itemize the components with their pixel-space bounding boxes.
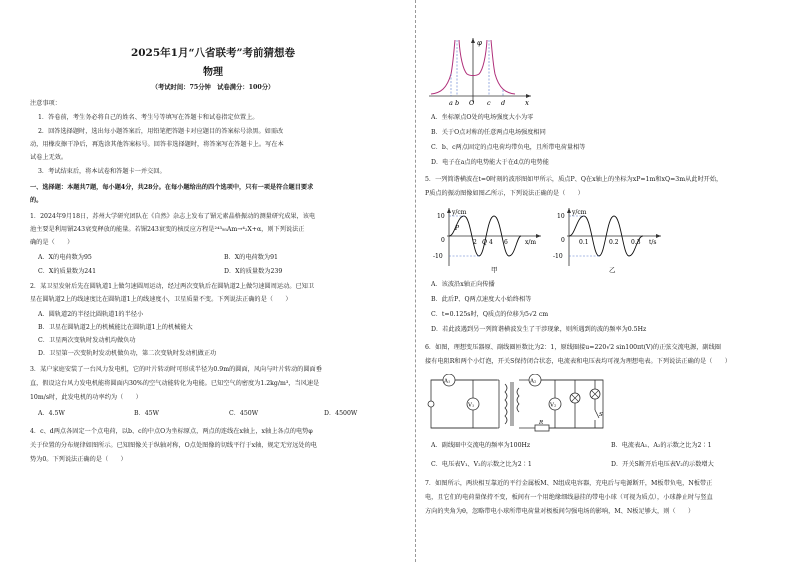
phi-axis-label: φ [477,39,482,47]
q2-option-c[interactable]: C．卫星两次变轨时发动机均做负功 [38,337,136,344]
q6-line: 6．如图，理想变压器原、副线圈匝数比为2：1，原线圈接u=220√2 sin100πt(V)的正弦交流电源，副线圈 [425,344,721,351]
q7-line: 电，且它们的电荷量保持不变，板间有一个用绝缘细线悬挂的带电小球（可视为质点），小球静止时与竖直 [425,494,713,501]
tick-c: c [487,99,491,107]
q5-option-d[interactable]: D．若此波遇到另一列简谐横波发生了干涉现象，则所遇到的波的频率为0.5Hz [431,326,647,333]
wave-a-tick-4: 4 [489,239,493,246]
tick-o: O [469,99,475,107]
q1-option-d[interactable]: D．X的质量数为239 [224,268,283,275]
section-intro: 的。 [30,197,43,204]
wave-a-tick-q: Q [482,239,487,246]
note-line: 动，用橡皮擦干净后，再选涂其他答案标号。回答非选择题时，将答案写在答题卡上。写在本 [30,141,284,148]
wave-a-x-label: x/m [525,239,537,246]
exam-title: 2025年1月“八省联考”考前猜想卷 [130,47,296,59]
ammeter-a2-label: A₂ [530,378,537,385]
wave-a-tick-2: 2 [473,239,477,246]
resistor-r-label: R [539,420,544,426]
wave-a-y-bottom: -10 [433,253,443,260]
exam-subject: 物理 [203,67,223,78]
q3-line: 3．某户家庭安装了一台风力发电机，它的叶片转动时可形成半径为0.9m的圆面，风向与叶片转动的圆面垂 [30,366,322,373]
q3-option-d[interactable]: D．4500W [324,410,358,417]
q6-option-a[interactable]: A．副线圈中交流电的频率为100Hz [431,442,531,449]
potential-figure [425,36,535,108]
tick-d: d [501,99,506,107]
q2-option-b[interactable]: B．卫星在圆轨道2上的机械能比在圆轨道1上的机械能大 [38,324,193,331]
q5-option-b[interactable]: B．此后P、Q两点速度大小始终相等 [431,296,532,303]
wave-a-y-label: y/cm [452,209,467,216]
q1-option-b[interactable]: B．X的电荷数为91 [224,254,278,261]
q4-option-c[interactable]: C．b、c两点固定的点电荷均带负电，且所带电荷量相等 [431,144,586,151]
wave-a-tick-6: 6 [504,239,508,246]
wave-figure-a [433,206,545,276]
q3-line: 直，假设这台风力发电机能将圆面内30%的空气动能转化为电能。已知空气的密度为1.2kg/m³，当风速是 [30,380,320,387]
wave-a-zero: 0 [441,237,445,244]
q1-line: 确的是（ ） [30,239,74,246]
wave-a-y-top: 10 [437,213,445,220]
q2-line: 星在圆轨道2上的线速度比在圆轨道1上的线速度小，卫星质量不变。下列说法正确的是（ ） [30,296,292,303]
tick-a: a [449,99,453,107]
ammeter-a1-label: A₁ [444,378,451,385]
q4-option-b[interactable]: B．关于O点对称的任意两点电场强度相同 [431,129,546,136]
q5-line: 5．一列简谐横波在t=0时刻的波形图如甲所示，质点P、Q在x轴上的坐标为xP=1m和xQ=3m从此时开始， [425,176,723,183]
q1-option-c[interactable]: C．X的质量数为241 [38,268,97,275]
note-line: 2．回答选择题时，选出每小题答案后，用铅笔把答题卡对应题目的答案标号涂黑。如需改 [38,128,284,135]
q7-line: 7．如图所示，两块相互靠近的平行金属板M、N组成电容器，充电后与电源断开，M板带负电，N板带正 [425,480,713,487]
q3-line: 10m/s时，此发电机的功率约为（ ） [30,394,142,401]
q4-option-a[interactable]: A．坐标原点O处的电场强度大小为零 [431,114,534,121]
tick-b: b [455,99,460,107]
wave-b-caption: 乙 [609,266,616,274]
q5-option-c[interactable]: C．t=0.125s时，Q质点的位移为5√2 cm [431,311,549,318]
switch-s-label: S [599,412,603,418]
wave-a-point-p: P [455,225,460,232]
wave-b-y-label: y/cm [572,209,587,216]
voltmeter-v2-label: V₂ [550,402,557,409]
q1-line: 池主要是利用镅243衰变释放的能量。若镅243衰变的核反应方程是²⁴³₉₅Am→⁴₂X+α，则下列说法正 [30,226,305,233]
q6-option-c[interactable]: C．电压表V₁、V₂的示数之比为2∶1 [431,461,532,468]
q4-line: 关于位置的分布规律如图所示。已知图像关于纵轴对称，O点处图像的切线平行于x轴，规定无穷远处的电 [30,442,317,449]
note-line: 1．答卷前，考生务必将自己的姓名、考生号等填写在答题卡和试卷指定位置上。 [38,114,259,121]
q2-line: 2．某卫星发射后先在圆轨道1上做匀速圆周运动，经过两次变轨后在圆轨道2上做匀速圆周运动。已知卫 [30,283,315,290]
q3-option-b[interactable]: B．45W [134,410,159,417]
wave-figure-b [553,206,665,276]
x-axis-label: x [525,99,529,107]
exam-time-info: （考试时间：75分钟 试卷满分：100分） [151,84,275,91]
wave-b-y-bottom: -10 [553,253,563,260]
note-line: 试卷上无效。 [30,154,68,161]
note-line: 3．考试结束后，将本试卷和答题卡一并交回。 [38,168,166,175]
voltmeter-v1-label: V₁ [468,402,475,409]
wave-b-tick-03: 0.3 [631,239,641,246]
q4-line: 4．c、d两点各固定一个点电荷，以b、c的中点O为坐标原点，两点的连线在x轴上，x轴上各点的电势φ [30,428,313,435]
q4-option-d[interactable]: D．电子在a点的电势能大于在d点的电势能 [431,159,549,166]
notes-heading: 注意事项： [30,100,61,107]
section-intro: 一、选择题：本题共7题，每小题4分，共28分。在每小题给出的四个选项中，只有一项是符合题目要求 [30,184,314,191]
q6-option-b[interactable]: B．电流表A₁、A₂的示数之比为2∶1 [611,442,712,449]
q1-option-a[interactable]: A．X的电荷数为95 [38,254,92,261]
wave-b-zero: 0 [561,237,565,244]
q2-option-a[interactable]: A．圆轨道2的半径比圆轨道1的半径小 [38,311,144,318]
q5-option-a[interactable]: A．该波沿x轴正向传播 [431,281,495,288]
wave-b-y-top: 10 [557,213,565,220]
q2-option-d[interactable]: D．卫星第一次变轨时发动机做负功，第二次变轨时发动机做正功 [38,350,217,357]
q6-option-d[interactable]: D．开关S断开后电压表V₂的示数增大 [611,461,714,468]
q5-line: P质点的振动图像如图乙所示，下列说法正确的是（ ） [425,190,584,197]
q6-line: 接有电阻R和两个小灯泡，开关S保持闭合状态，电流表和电压表均可视为理想电表。下列说法正确的是（ ） [425,358,731,365]
q7-line: 方向的夹角为θ，忽略带电小球所带电荷量对极板间匀强电场的影响，M、N板足够大，则（ ） [425,508,695,515]
q3-option-c[interactable]: C．450W [229,410,259,417]
wave-a-caption: 甲 [491,266,498,274]
transformer-circuit [427,374,607,434]
q4-line: 势为0。下列说法正确的是（ ） [30,456,127,463]
wave-b-tick-01: 0.1 [579,239,589,246]
wave-b-x-label: t/s [649,239,657,246]
q1-line: 1．2024年9月18日，苏州大学研究团队在《自然》杂志上发布了镅元素晶格振动的测量研究成果，该电 [30,213,316,220]
fold-line [415,0,416,562]
wave-b-tick-02: 0.2 [609,239,619,246]
q3-option-a[interactable]: A．4.5W [38,410,65,417]
